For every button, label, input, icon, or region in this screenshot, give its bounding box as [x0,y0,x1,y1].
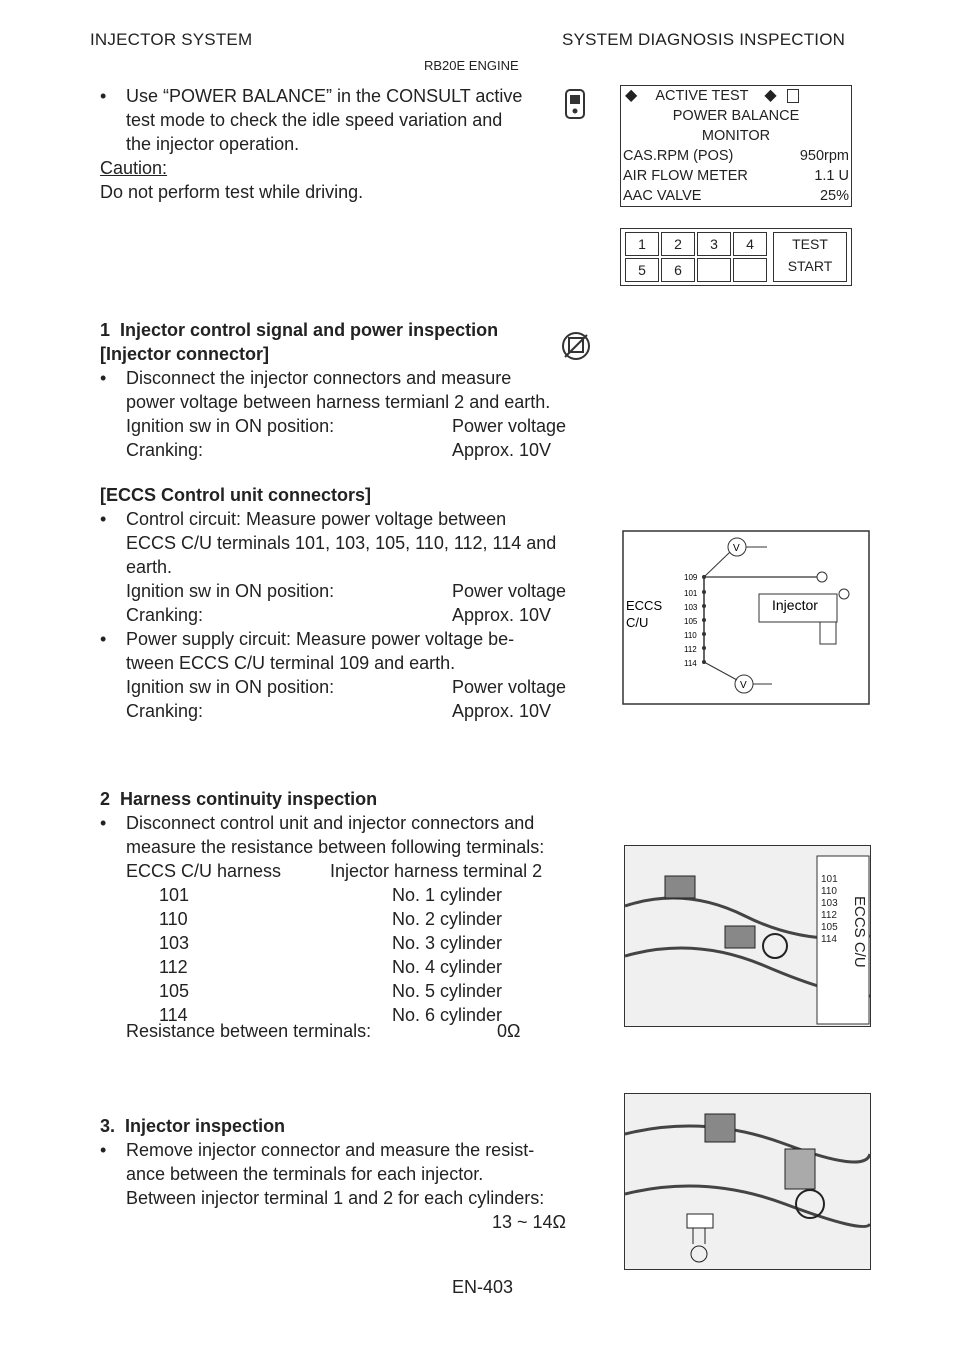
svg-text:101: 101 [684,589,698,598]
measure-row: Cranking: Approx. 10V [126,701,552,721]
intro-block [126,84,522,156]
measure-row: Ignition sw in ON position: Power voltage [126,416,567,436]
table-row: 112 No. 4 cylinder [159,957,503,977]
measure-row: Ignition sw in ON position: Power voltage [126,677,567,697]
connector-icon [560,328,592,364]
measure-row: Cranking: Approx. 10V [126,440,552,460]
terminal-list: 101 110 103 112 105 114 [821,874,838,945]
monitor-row: AAC VALVE 25% [623,188,849,204]
monitor-title: ACTIVE TEST [655,88,749,104]
resistance-value: 0Ω [497,1021,521,1041]
eccs-cu-side-label: ECCS C/U [851,896,868,968]
caution-label: Caution: [100,158,168,178]
header-left: INJECTOR SYSTEM [90,30,253,49]
diamond-icon: ◆ [764,87,777,104]
eccs-label: ECCS [626,598,663,613]
svg-text:110: 110 [684,631,697,640]
table-row: 103 No. 3 cylinder [159,933,503,953]
eccs-heading: [ECCS Control unit connectors] [100,485,371,505]
table-row: 101 No. 1 cylinder [159,885,503,905]
svg-text:114: 114 [684,659,697,668]
header-right: SYSTEM DIAGNOSIS INSPECTION [562,30,846,49]
consult-keypad [620,228,852,286]
section3-heading: 3. Injector inspection [100,1116,286,1136]
injector-resistance-value: 13 ~ 14Ω [492,1212,567,1232]
measure-row: Ignition sw in ON position: Power voltage [126,581,567,601]
page-number: EN-403 [452,1277,514,1297]
section3-body: • Remove injector connector and measure the resist- ance between the terminals for each injector. Between injector terminal 1 and 2 for each cylinders: [126,1138,544,1210]
table-row: 110 No. 2 cylinder [159,909,503,929]
consult-monitor [620,85,852,207]
table-row: 105 No. 5 cylinder [159,981,503,1001]
monitor-subtitle: POWER BALANCE [672,108,800,124]
intro-line: test mode to check the idle speed variation and [126,110,503,130]
diamond-icon: ◆ [625,87,638,104]
key-3[interactable]: 3 [697,232,731,256]
section1-body: • Disconnect the injector connectors and measure power voltage between harness termianl 2 and earth. Ignition sw in ON position: Power voltage Cranking: Approx. 10V [126,366,550,462]
engine-sketch [625,1094,870,1269]
monitor-label: MONITOR [701,128,771,144]
section1-heading: 1 Injector control signal and power inspection [100,320,499,340]
key-4[interactable]: 4 [733,232,767,256]
section1-subtitle: [Injector connector] [100,344,270,364]
test-start-button[interactable]: TEST START [773,232,847,282]
key-blank[interactable] [697,258,731,282]
voltmeter-label: V [733,543,740,554]
svg-text:103: 103 [684,603,698,612]
injector-label: Injector [772,597,818,613]
table-row: 114 No. 6 cylinder [159,1005,503,1025]
table-header: ECCS C/U harness Injector harness terminal 2 [126,861,543,881]
voltmeter-label: V [740,680,747,691]
cu-label: C/U [626,615,649,630]
svg-text:112: 112 [684,645,697,654]
svg-text:109: 109 [684,573,698,582]
key-1[interactable]: 1 [625,232,659,256]
harness-photo [624,845,871,1027]
key-blank[interactable] [733,258,767,282]
monitor-row: CAS.RPM (POS) 950rpm [623,148,849,164]
svg-text:105: 105 [684,617,698,626]
injector-photo [624,1093,871,1270]
intro-line: the injector operation. [126,134,300,154]
box-icon [787,89,799,103]
caution-text: Do not perform test while driving. [100,182,364,202]
key-5[interactable]: 5 [625,258,659,282]
intro-line: • Use “POWER BALANCE” in the CONSULT active [126,84,522,108]
resistance-label: Resistance between terminals: [126,1021,372,1041]
key-6[interactable]: 6 [661,258,695,282]
section2-body: • Disconnect control unit and injector connectors and measure the resistance between following terminals: ECCS C/U harness Injector harness terminal 2 101 No. 1 cylinder 110 No. 2 cylinder 103 No. 3 cylinder 112 No. 4 cylinder 105 No. 5 cylinder 114 No. 6 cylinder [126,811,544,1027]
eccs-body: • Control circuit: Measure power voltage between ECCS C/U terminals 101, 103, 105, 110, 112, 114 and earth. Ignition sw in ON position: Power voltage Cranking: Approx. 10V • Power supply circuit: Measure power voltage be- tween ECCS C/U terminal 109 and earth. Ignition sw in ON position: Power voltage Cranking: Approx. 10V [126,507,556,723]
eccs-circuit-diagram [622,530,870,705]
key-2[interactable]: 2 [661,232,695,256]
consult-icon [560,86,590,124]
section2-heading: 2 Harness continuity inspection [100,789,378,809]
engine-label: RB20E ENGINE [424,58,519,73]
measure-row: Cranking: Approx. 10V [126,605,552,625]
monitor-row: AIR FLOW METER 1.1 U [623,168,849,184]
